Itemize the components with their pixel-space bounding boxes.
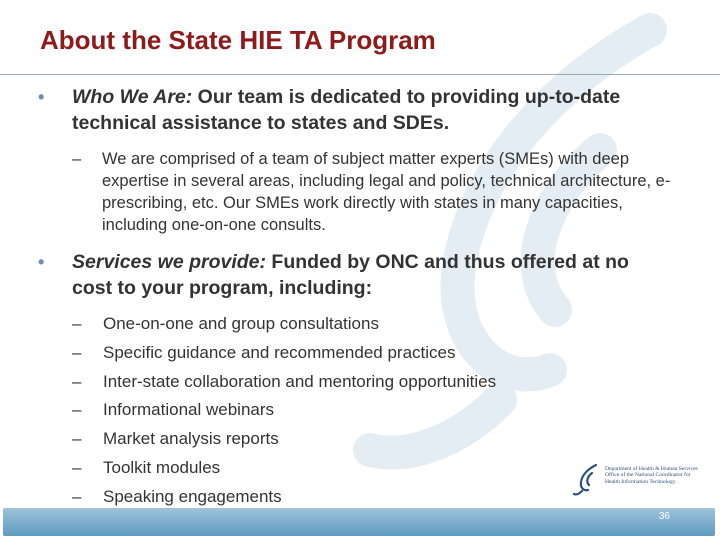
sub-bullet-team (72, 148, 687, 236)
bullet-marker: • (38, 252, 45, 272)
dash-marker: – (72, 429, 82, 449)
slide-title: About the State HIE TA Program (40, 25, 436, 55)
dash-marker: – (72, 400, 82, 420)
bullet-marker: • (38, 87, 45, 107)
list-item (72, 396, 496, 425)
bullet-text: Funded by ONC and thus offered at no cost to your program, including: (72, 251, 629, 299)
logo-line: Health Information Technology (605, 478, 676, 485)
page-number: 36 (658, 511, 670, 522)
list-item-text: Speaking engagements (103, 486, 282, 506)
list-item-text: Toolkit modules (103, 457, 221, 477)
logo-line: Department of Health & Human Services (605, 466, 698, 472)
bullet-who-we-are (38, 84, 672, 136)
dash-marker: – (72, 371, 82, 391)
logo-text (605, 466, 698, 485)
bullet-lead: Who We Are: (72, 86, 193, 108)
bullet-services (38, 249, 672, 301)
list-item (72, 339, 496, 368)
dash-marker: – (72, 150, 82, 168)
list-item (72, 425, 496, 454)
logo-line: Office of the National Coordinator for (605, 472, 691, 479)
dash-marker: – (72, 457, 82, 477)
hhs-onc-logo (572, 462, 712, 498)
list-item (72, 310, 496, 339)
list-item-text: Market analysis reports (103, 429, 279, 449)
hhs-eagle-icon (572, 462, 602, 496)
list-item (72, 454, 496, 483)
services-list (72, 310, 496, 512)
bullet-lead: Services we provide: (72, 251, 267, 273)
list-item-text: Informational webinars (103, 400, 275, 420)
bullet-text: Our team is dedicated to providing up-to-date technical assistance to states and SDEs. (72, 86, 621, 134)
list-item-text: Specific guidance and recommended practices (103, 342, 456, 362)
list-item-text: One-on-one and group consultations (103, 314, 379, 333)
title-divider (0, 74, 720, 75)
dash-marker: – (72, 342, 82, 362)
footer-bar (3, 508, 715, 536)
list-item (72, 368, 496, 397)
dash-marker: – (72, 486, 82, 506)
dash-marker: – (72, 314, 82, 333)
sub-bullet-text: We are comprised of a team of subject matter experts (SMEs) with deep expertise in several areas, including legal and policy, technical architecture, e-prescribing, etc. Our SMEs work directly with states in many capacities, including one-on-one consults. (102, 150, 671, 234)
list-item-text: Inter-state collaboration and mentoring opportunities (103, 371, 497, 391)
